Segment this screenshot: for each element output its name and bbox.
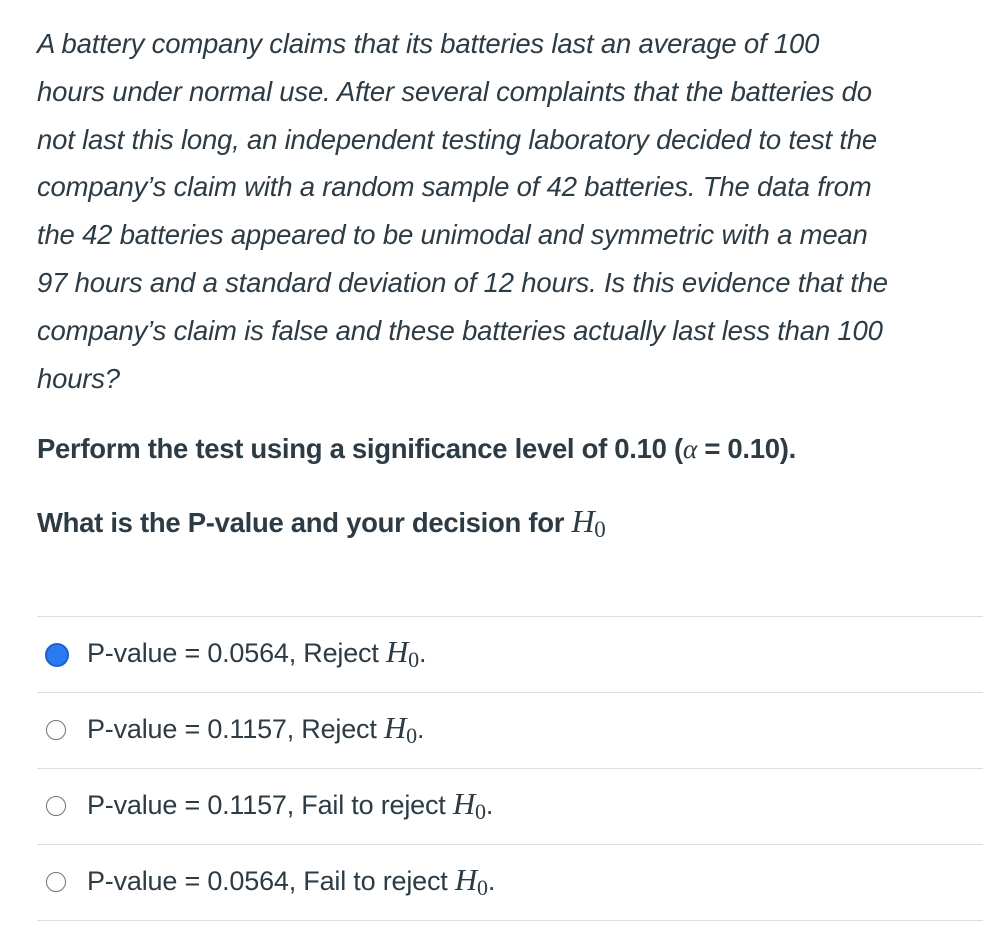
pvalue-prompt: What is the P-value and your decision for H0 [37, 503, 606, 543]
question-line: 97 hours and a standard deviation of 12 hours. Is this evidence that the [37, 266, 888, 298]
answer-option-4[interactable] [37, 845, 983, 921]
answer-option-1[interactable] [37, 617, 983, 693]
question-line: hours? [37, 362, 120, 394]
answer-label: P-value = 0.1157, Fail to reject H0. [87, 785, 494, 824]
question-line: hours under normal use. After several complaints that the batteries do [37, 75, 872, 107]
radio-button[interactable] [46, 796, 66, 816]
answer-option-3[interactable] [37, 769, 983, 845]
answer-options [37, 616, 983, 921]
question-text [37, 20, 983, 402]
question-line: A battery company claims that its batteries last an average of 100 [37, 28, 820, 59]
answer-option-2[interactable] [37, 693, 983, 769]
null-hypothesis-subscript: 0 [594, 517, 606, 543]
alpha-symbol: α [682, 433, 697, 465]
question-line: the 42 batteries appeared to be unimodal and symmetric with a mean [37, 219, 868, 251]
radio-button[interactable] [46, 720, 66, 740]
answer-label: P-value = 0.0564, Fail to reject H0. [87, 861, 496, 900]
question-line: company’s claim with a random sample of 42 batteries. The data from [37, 171, 872, 203]
null-hypothesis-symbol: H [571, 503, 595, 540]
radio-button[interactable] [46, 872, 66, 892]
question-line: not last this long, an independent testing laboratory decided to test the [37, 123, 878, 155]
radio-button-selected[interactable] [45, 643, 69, 667]
question-line: company’s claim is false and these batteries actually last less than 100 [37, 314, 883, 346]
significance-instruction: Perform the test using a significance level of 0.10 (α = 0.10). [37, 433, 796, 465]
answer-label: P-value = 0.1157, Reject H0. [87, 709, 425, 748]
question-content [37, 20, 983, 548]
answer-label: P-value = 0.0564, Reject H0. [87, 633, 427, 672]
